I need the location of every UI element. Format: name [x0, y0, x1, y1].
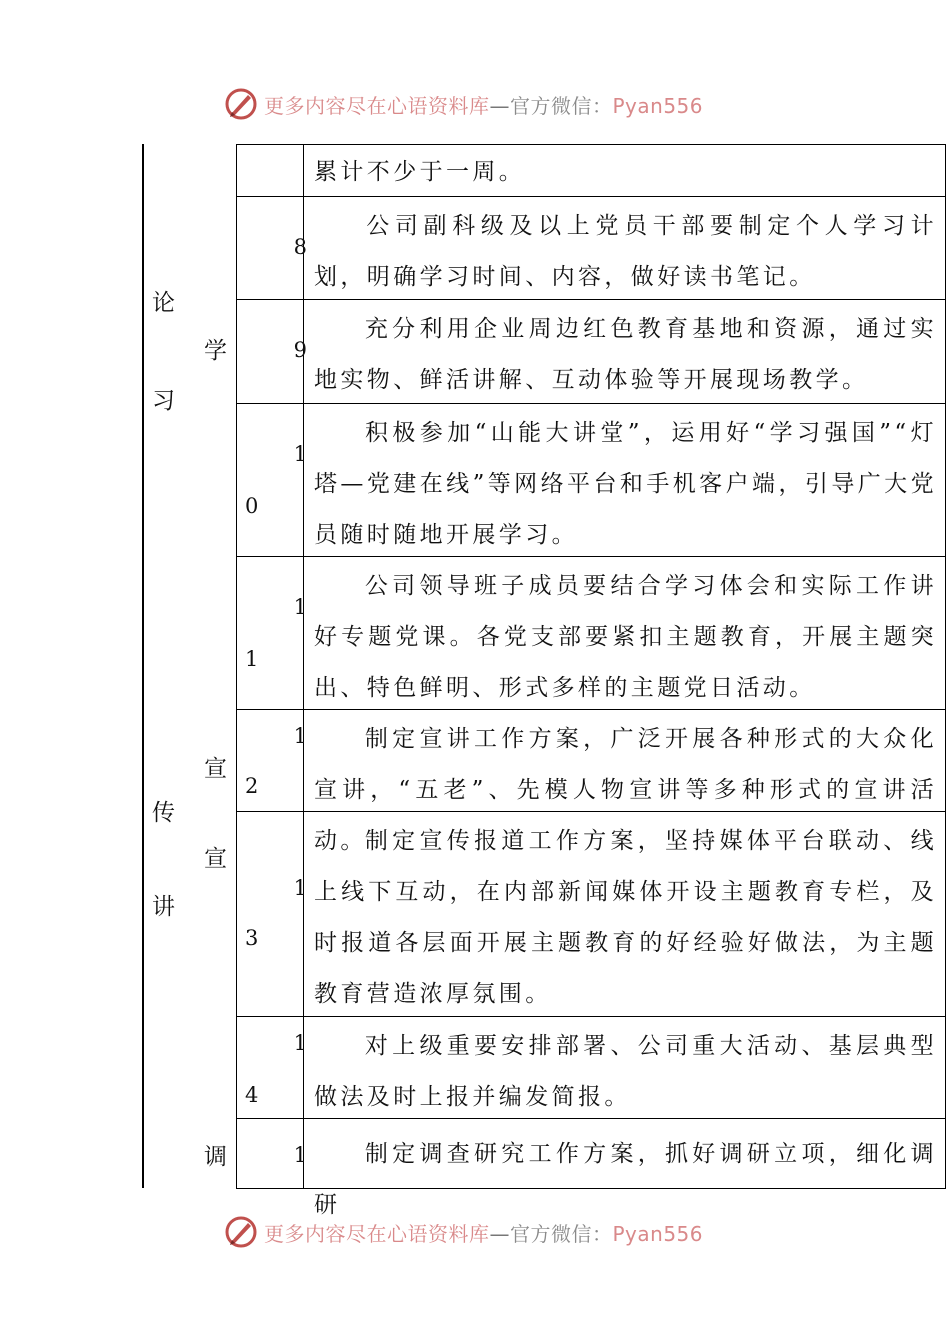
banner-text: 更多内容尽在心语资料库—官方微信：Pyan556 [264, 93, 704, 118]
row-text: 公司副科级及以上党员干部要制定个人学习计划，明确学习时间、内容，做好读书笔记。 [314, 213, 937, 290]
row-number-bottom: 1 [245, 647, 259, 671]
row-number-top: 1 [293, 1031, 307, 1055]
row-text: 制定宣讲工作方案，广泛开展各种形式的大众化宣讲，“五老”、先模人物宣讲等多种形式的宣讲活动。 [314, 726, 937, 854]
side-label: 传 [152, 800, 175, 826]
row-text: 制定宣传报道工作方案，坚持媒体平台联动、线上线下互动，在内部新闻媒体开设主题教育专栏，及时报道各层面开展主题教育的好经验好做法，为主题教育营造浓厚氛围。 [314, 828, 937, 1007]
row-text: 累计不少于一周。 [314, 159, 526, 185]
row-number-top: 1 [293, 876, 307, 900]
table-row [237, 709, 945, 854]
table-row [237, 811, 945, 1016]
row-number-top: 1 [293, 1143, 307, 1167]
side-label: 调 [204, 1144, 227, 1170]
row-number-bottom: 4 [245, 1083, 259, 1107]
outer-column-border [142, 144, 144, 1188]
row-text: 对上级重要安排部署、公司重大活动、基层典型做法及时上报并编发简报。 [314, 1033, 937, 1110]
footer-banner [224, 1212, 703, 1252]
table-row [237, 196, 945, 299]
row-text: 制定调查研究工作方案，抓好调研立项，细化调研 [314, 1141, 937, 1218]
row-number-bottom: 3 [245, 926, 259, 950]
row-number-top: 1 [293, 724, 307, 748]
table-row [237, 299, 945, 403]
side-label: 论 [152, 290, 175, 316]
row-text: 公司领导班子成员要结合学习体会和实际工作讲好专题党课。各党支部要紧扣主题教育，开展主题突出、特色鲜明、形式多样的主题党日活动。 [314, 573, 937, 701]
table-row [237, 1118, 945, 1218]
row-number-top: 1 [293, 442, 307, 466]
table-row [237, 403, 945, 556]
table-row [237, 556, 945, 709]
table-row [237, 1016, 945, 1118]
content-table [236, 144, 946, 1218]
side-label: 习 [152, 388, 175, 414]
row-number-cell [237, 1017, 307, 1118]
row-number-bottom: 2 [245, 774, 259, 798]
row-number-cell [237, 557, 307, 709]
row-number-cell [237, 404, 307, 556]
row-number-top: 8 [293, 235, 307, 259]
banner-text: 更多内容尽在心语资料库—官方微信：Pyan556 [264, 1221, 704, 1246]
row-text: 积极参加“山能大讲堂”，运用好“学习强国”“灯塔—党建在线”等网络平台和手机客户端，引导广大党员随时随地开展学习。 [314, 420, 937, 548]
row-number-cell [237, 710, 307, 811]
side-label: 宣 [204, 756, 227, 782]
row-text: 充分利用企业周边红色教育基地和资源，通过实地实物、鲜活讲解、互动体验等开展现场教学。 [314, 316, 937, 393]
side-label: 讲 [152, 894, 175, 920]
table-row [237, 145, 945, 196]
pen-logo-icon [224, 87, 258, 121]
row-number-cell [237, 300, 307, 403]
row-number-top: 1 [293, 595, 307, 619]
pen-logo-icon [224, 1215, 258, 1249]
row-number-cell [237, 145, 304, 196]
row-number-top: 9 [293, 338, 307, 362]
row-number-cell [237, 1119, 307, 1188]
header-banner [224, 84, 703, 124]
row-number-bottom: 0 [245, 494, 259, 518]
side-label: 学 [204, 338, 227, 364]
row-number-cell [237, 812, 307, 1016]
side-label: 宣 [204, 846, 227, 872]
row-number-cell [237, 197, 307, 299]
